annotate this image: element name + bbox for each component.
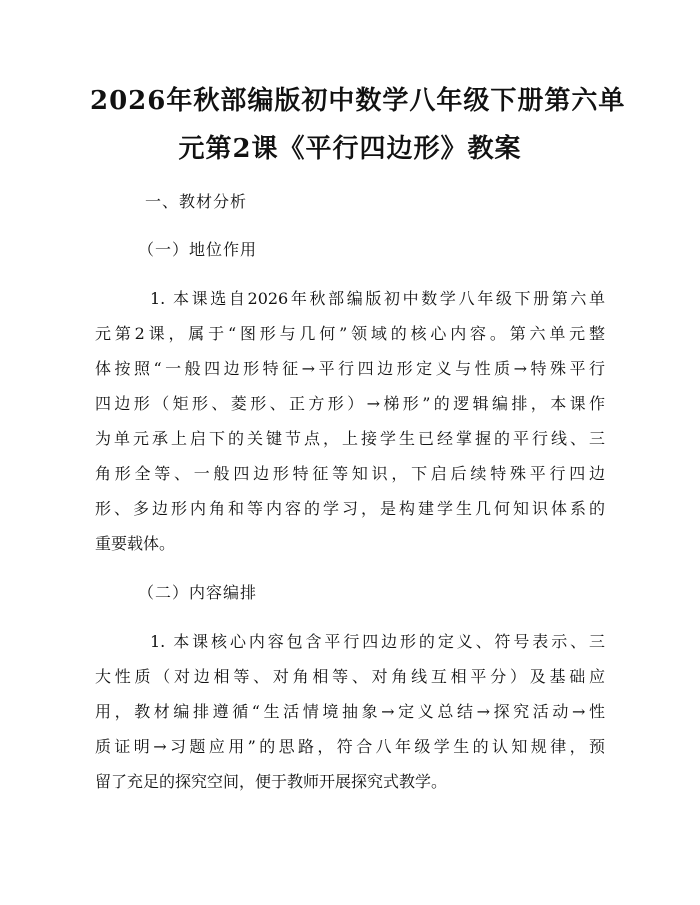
paragraph-line: 1. 本课核心内容包含平行四边形的定义、符号表示、三 [150, 632, 605, 651]
paragraph-line: 四边形（矩形、菱形、正方形）→梯形”的逻辑编排，本课作 [95, 394, 605, 413]
document-title-line-2: 元第2课《平行四边形》教案 [178, 134, 522, 164]
document-title-line-1: 2026年秋部编版初中数学八年级下册第六单 [90, 86, 626, 116]
paragraph-line: 形、多边形内角和等内容的学习，是构建学生几何知识体系的 [95, 499, 605, 518]
paragraph-line: 留了充足的探究空间，便于教师开展探究式教学。 [95, 772, 448, 791]
paragraph-line: 元第2课，属于“图形与几何”领域的核心内容。第六单元整 [95, 324, 605, 343]
subsection-heading-content-arrangement: （二）内容编排 [138, 583, 258, 602]
paragraph-line: 1. 本课选自2026年秋部编版初中数学八年级下册第六单 [150, 289, 605, 308]
subsection-heading-position-role: （一）地位作用 [138, 240, 258, 259]
paragraph-line: 为单元承上启下的关键节点，上接学生已经掌握的平行线、三 [95, 429, 605, 448]
paragraph-line: 大性质（对边相等、对角相等、对角线互相平分）及基础应 [95, 667, 605, 686]
paragraph-line: 体按照“一般四边形特征→平行四边形定义与性质→特殊平行 [95, 359, 605, 378]
section-heading-textbook-analysis: 一、教材分析 [145, 192, 248, 211]
paragraph-line: 重要载体。 [95, 534, 176, 553]
paragraph-line: 质证明→习题应用”的思路，符合八年级学生的认知规律，预 [95, 737, 605, 756]
paragraph-line: 用，教材编排遵循“生活情境抽象→定义总结→探究活动→性 [95, 702, 605, 721]
paragraph-line: 角形全等、一般四边形特征等知识，下启后续特殊平行四边 [95, 464, 605, 483]
